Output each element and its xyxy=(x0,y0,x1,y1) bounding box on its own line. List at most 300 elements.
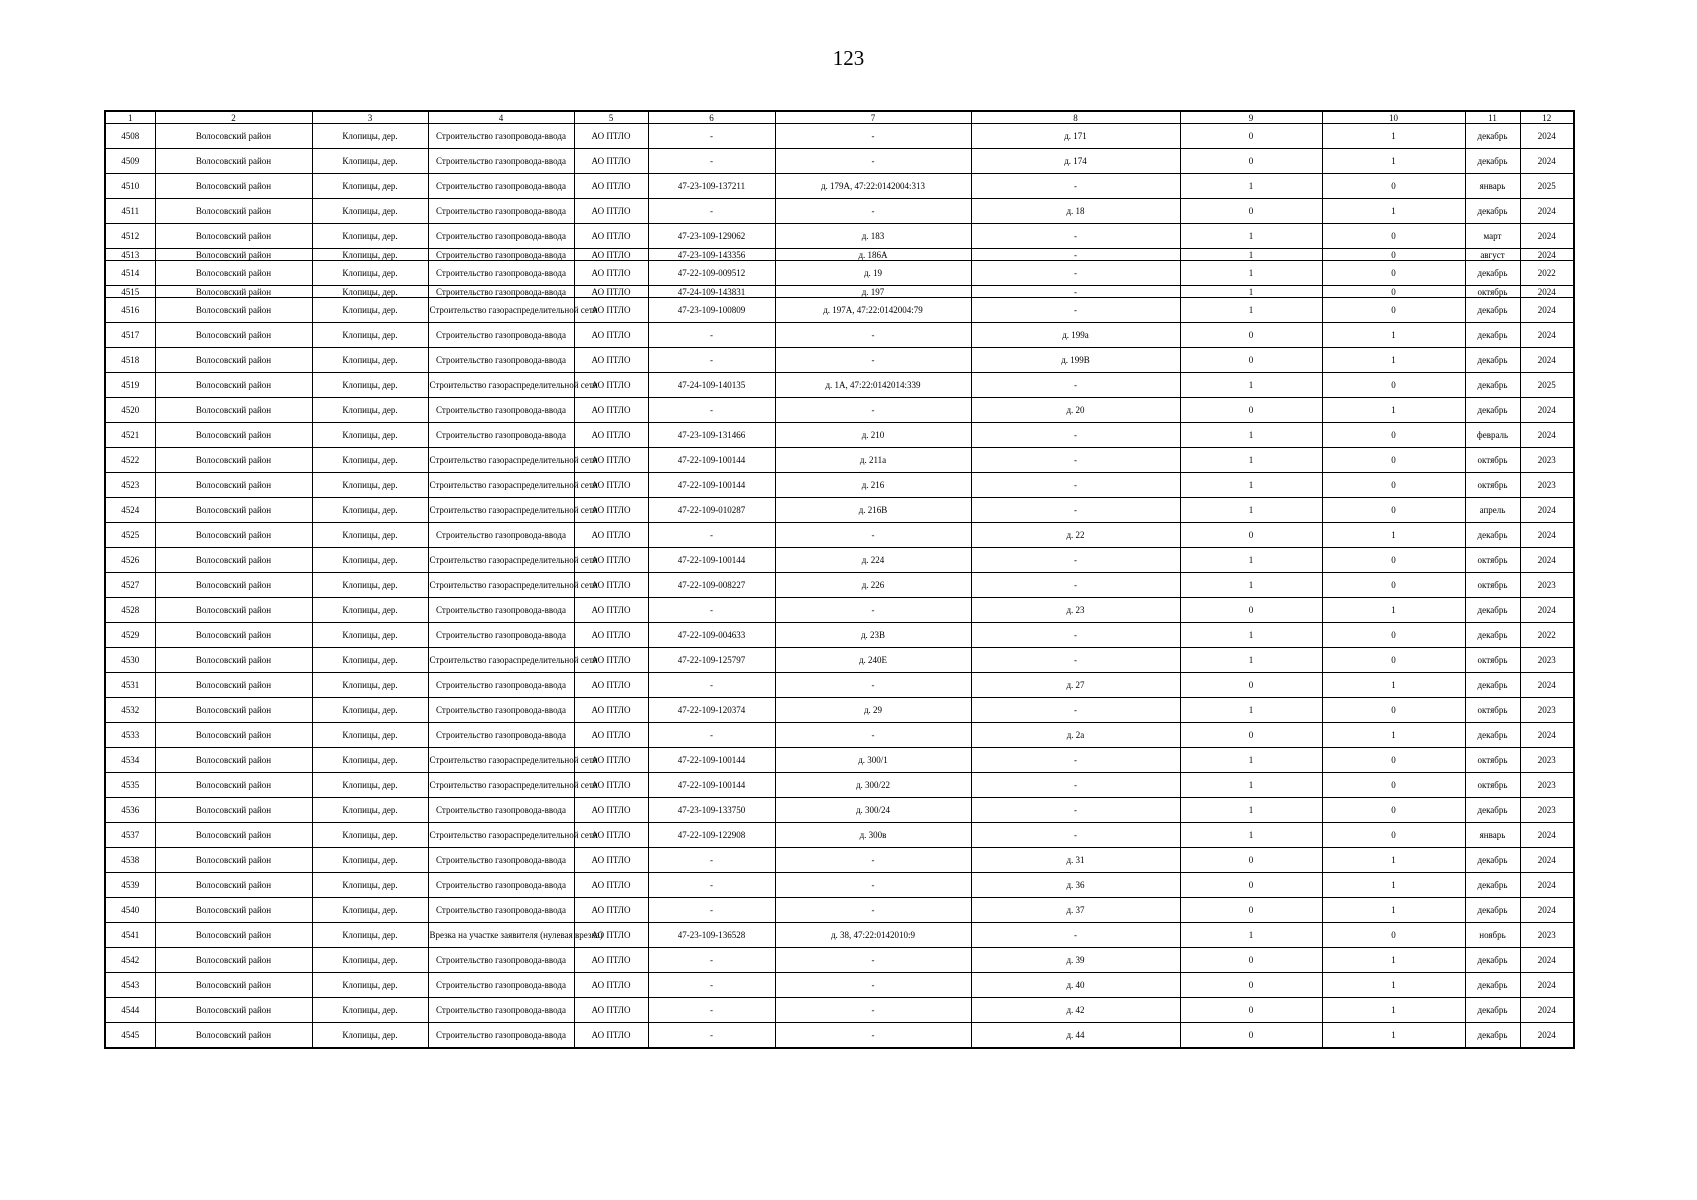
table-cell: - xyxy=(775,199,971,224)
table-cell: Клопицы, дер. xyxy=(312,573,428,598)
table-cell: Строительство газопровода-ввода xyxy=(428,149,574,174)
table-cell: - xyxy=(971,923,1180,948)
table-cell: - xyxy=(971,448,1180,473)
table-cell: 1 xyxy=(1180,473,1322,498)
table-cell: 0 xyxy=(1180,523,1322,548)
table-cell: 1 xyxy=(1322,199,1465,224)
table-cell: - xyxy=(971,473,1180,498)
table-row xyxy=(105,298,1574,323)
table-cell: 4521 xyxy=(105,423,155,448)
table-cell: д. 44 xyxy=(971,1023,1180,1049)
table-cell: 1 xyxy=(1180,174,1322,199)
register-body xyxy=(105,124,1574,1049)
table-cell: Клопицы, дер. xyxy=(312,199,428,224)
table-cell: Клопицы, дер. xyxy=(312,623,428,648)
table-cell: 1 xyxy=(1322,124,1465,149)
table-row xyxy=(105,373,1574,398)
table-cell: Волосовский район xyxy=(155,448,312,473)
column-header: 9 xyxy=(1180,111,1322,124)
table-cell: Врезка на участке заявителя (нулевая врезка) xyxy=(428,923,574,948)
table-cell: д. 2а xyxy=(971,723,1180,748)
table-cell: 4515 xyxy=(105,286,155,298)
table-cell: 2024 xyxy=(1520,498,1574,523)
table-row xyxy=(105,323,1574,348)
table-cell: - xyxy=(775,398,971,423)
table-cell: д. 174 xyxy=(971,149,1180,174)
table-cell: декабрь xyxy=(1465,948,1520,973)
table-row xyxy=(105,149,1574,174)
table-row xyxy=(105,224,1574,249)
table-row xyxy=(105,249,1574,261)
table-cell: - xyxy=(971,286,1180,298)
table-cell: - xyxy=(775,898,971,923)
table-cell: 0 xyxy=(1180,723,1322,748)
table-cell: 47-22-109-100144 xyxy=(648,448,775,473)
table-cell: д. 29 xyxy=(775,698,971,723)
table-cell: 0 xyxy=(1180,398,1322,423)
table-cell: 2025 xyxy=(1520,174,1574,199)
table-cell: - xyxy=(648,398,775,423)
table-cell: 0 xyxy=(1180,873,1322,898)
table-cell: октябрь xyxy=(1465,648,1520,673)
table-cell: д. 300/24 xyxy=(775,798,971,823)
table-cell: 4531 xyxy=(105,673,155,698)
table-cell: Волосовский район xyxy=(155,623,312,648)
table-cell: д. 20 xyxy=(971,398,1180,423)
table-cell: 1 xyxy=(1180,573,1322,598)
table-cell: д. 183 xyxy=(775,224,971,249)
table-cell: 4530 xyxy=(105,648,155,673)
table-cell: Строительство газораспределительной сети xyxy=(428,473,574,498)
table-cell: Строительство газопровода-ввода xyxy=(428,261,574,286)
table-cell: Строительство газопровода-ввода xyxy=(428,523,574,548)
table-cell: 1 xyxy=(1180,923,1322,948)
table-cell: АО ПТЛО xyxy=(574,249,648,261)
table-cell: Клопицы, дер. xyxy=(312,598,428,623)
table-cell: Строительство газопровода-ввода xyxy=(428,998,574,1023)
table-cell: апрель xyxy=(1465,498,1520,523)
table-cell: Строительство газопровода-ввода xyxy=(428,723,574,748)
table-cell: АО ПТЛО xyxy=(574,498,648,523)
table-cell: 4539 xyxy=(105,873,155,898)
table-cell: Клопицы, дер. xyxy=(312,423,428,448)
table-cell: декабрь xyxy=(1465,348,1520,373)
table-cell: 2025 xyxy=(1520,373,1574,398)
table-cell: Волосовский район xyxy=(155,523,312,548)
table-cell: Клопицы, дер. xyxy=(312,873,428,898)
table-cell: Клопицы, дер. xyxy=(312,923,428,948)
table-cell: 1 xyxy=(1322,323,1465,348)
table-cell: Волосовский район xyxy=(155,174,312,199)
table-cell: Клопицы, дер. xyxy=(312,261,428,286)
table-cell: 47-23-109-136528 xyxy=(648,923,775,948)
table-cell: Клопицы, дер. xyxy=(312,348,428,373)
table-cell: 4510 xyxy=(105,174,155,199)
table-cell: Волосовский район xyxy=(155,249,312,261)
table-cell: 4541 xyxy=(105,923,155,948)
table-cell: декабрь xyxy=(1465,998,1520,1023)
table-cell: Волосовский район xyxy=(155,224,312,249)
table-cell: д. 300в xyxy=(775,823,971,848)
table-cell: Волосовский район xyxy=(155,898,312,923)
table-cell: 1 xyxy=(1180,823,1322,848)
table-cell: Строительство газопровода-ввода xyxy=(428,1023,574,1049)
table-cell: 2024 xyxy=(1520,673,1574,698)
table-cell: Клопицы, дер. xyxy=(312,224,428,249)
table-cell: декабрь xyxy=(1465,673,1520,698)
table-cell: АО ПТЛО xyxy=(574,149,648,174)
table-cell: АО ПТЛО xyxy=(574,773,648,798)
table-cell: - xyxy=(971,261,1180,286)
table-cell: Клопицы, дер. xyxy=(312,473,428,498)
table-cell: д. 240Е xyxy=(775,648,971,673)
table-cell: 4528 xyxy=(105,598,155,623)
table-cell: - xyxy=(971,249,1180,261)
table-cell: АО ПТЛО xyxy=(574,673,648,698)
table-cell: 1 xyxy=(1180,249,1322,261)
table-cell: Волосовский район xyxy=(155,298,312,323)
table-cell: АО ПТЛО xyxy=(574,573,648,598)
table-cell: д. 18 xyxy=(971,199,1180,224)
table-cell: Волосовский район xyxy=(155,598,312,623)
table-cell: Клопицы, дер. xyxy=(312,286,428,298)
table-cell: - xyxy=(648,998,775,1023)
table-cell: 47-22-109-010287 xyxy=(648,498,775,523)
table-cell: 0 xyxy=(1180,323,1322,348)
table-cell: Клопицы, дер. xyxy=(312,448,428,473)
table-cell: Строительство газопровода-ввода xyxy=(428,898,574,923)
table-cell: - xyxy=(775,848,971,873)
table-cell: 0 xyxy=(1180,124,1322,149)
table-cell: Волосовский район xyxy=(155,373,312,398)
table-cell: - xyxy=(648,124,775,149)
table-row xyxy=(105,673,1574,698)
table-cell: 0 xyxy=(1322,648,1465,673)
table-row xyxy=(105,723,1574,748)
table-cell: Клопицы, дер. xyxy=(312,848,428,873)
table-cell: Клопицы, дер. xyxy=(312,149,428,174)
table-cell: Волосовский район xyxy=(155,798,312,823)
table-row xyxy=(105,698,1574,723)
table-row xyxy=(105,473,1574,498)
table-cell: 4526 xyxy=(105,548,155,573)
table-cell: АО ПТЛО xyxy=(574,398,648,423)
table-cell: Клопицы, дер. xyxy=(312,973,428,998)
table-cell: - xyxy=(971,498,1180,523)
column-header: 8 xyxy=(971,111,1180,124)
table-cell: 4519 xyxy=(105,373,155,398)
table-cell: 2023 xyxy=(1520,473,1574,498)
table-row xyxy=(105,998,1574,1023)
table-cell: 0 xyxy=(1322,798,1465,823)
table-cell: Клопицы, дер. xyxy=(312,823,428,848)
table-cell: Волосовский район xyxy=(155,149,312,174)
table-cell: 1 xyxy=(1180,498,1322,523)
table-cell: д. 23В xyxy=(775,623,971,648)
table-cell: - xyxy=(971,823,1180,848)
table-cell: 2024 xyxy=(1520,224,1574,249)
table-cell: октябрь xyxy=(1465,548,1520,573)
table-row xyxy=(105,523,1574,548)
table-cell: д. 40 xyxy=(971,973,1180,998)
table-cell: 4543 xyxy=(105,973,155,998)
table-cell: 4523 xyxy=(105,473,155,498)
table-cell: 2024 xyxy=(1520,523,1574,548)
table-cell: Волосовский район xyxy=(155,723,312,748)
table-cell: 1 xyxy=(1180,623,1322,648)
table-cell: 0 xyxy=(1180,598,1322,623)
table-cell: - xyxy=(971,174,1180,199)
table-cell: Строительство газораспределительной сети xyxy=(428,573,574,598)
table-cell: 1 xyxy=(1180,773,1322,798)
table-cell: 0 xyxy=(1180,348,1322,373)
table-cell: Волосовский район xyxy=(155,548,312,573)
table-cell: 4542 xyxy=(105,948,155,973)
table-cell: 0 xyxy=(1322,224,1465,249)
table-cell: 47-22-109-122908 xyxy=(648,823,775,848)
table-cell: Волосовский район xyxy=(155,673,312,698)
table-cell: - xyxy=(648,348,775,373)
table-cell: Строительство газораспределительной сети xyxy=(428,748,574,773)
column-header: 10 xyxy=(1322,111,1465,124)
table-cell: Клопицы, дер. xyxy=(312,398,428,423)
table-cell: Волосовский район xyxy=(155,973,312,998)
table-cell: Клопицы, дер. xyxy=(312,673,428,698)
table-cell: - xyxy=(648,848,775,873)
table-cell: ноябрь xyxy=(1465,923,1520,948)
table-cell: - xyxy=(775,323,971,348)
table-row xyxy=(105,898,1574,923)
table-cell: д. 27 xyxy=(971,673,1180,698)
table-row xyxy=(105,923,1574,948)
table-cell: 2024 xyxy=(1520,848,1574,873)
table-cell: д. 31 xyxy=(971,848,1180,873)
table-cell: 4527 xyxy=(105,573,155,598)
table-cell: Волосовский район xyxy=(155,848,312,873)
table-cell: Клопицы, дер. xyxy=(312,773,428,798)
table-cell: - xyxy=(648,199,775,224)
table-cell: - xyxy=(648,323,775,348)
table-cell: 2024 xyxy=(1520,286,1574,298)
column-header: 1 xyxy=(105,111,155,124)
table-cell: Строительство газораспределительной сети xyxy=(428,823,574,848)
table-cell: 4534 xyxy=(105,748,155,773)
table-cell: Строительство газопровода-ввода xyxy=(428,398,574,423)
table-cell: - xyxy=(648,948,775,973)
table-cell: д. 210 xyxy=(775,423,971,448)
table-cell: 2023 xyxy=(1520,748,1574,773)
table-cell: АО ПТЛО xyxy=(574,423,648,448)
table-cell: АО ПТЛО xyxy=(574,373,648,398)
table-cell: Клопицы, дер. xyxy=(312,373,428,398)
table-cell: декабрь xyxy=(1465,598,1520,623)
table-cell: Клопицы, дер. xyxy=(312,323,428,348)
table-cell: Строительство газопровода-ввода xyxy=(428,199,574,224)
table-cell: 2024 xyxy=(1520,723,1574,748)
table-cell: Клопицы, дер. xyxy=(312,798,428,823)
table-cell: 4512 xyxy=(105,224,155,249)
table-row xyxy=(105,124,1574,149)
table-cell: 47-24-109-143831 xyxy=(648,286,775,298)
table-cell: 0 xyxy=(1180,898,1322,923)
table-cell: - xyxy=(971,373,1180,398)
table-cell: 47-24-109-140135 xyxy=(648,373,775,398)
table-cell: 0 xyxy=(1322,261,1465,286)
table-row xyxy=(105,448,1574,473)
table-cell: 4509 xyxy=(105,149,155,174)
table-cell: АО ПТЛО xyxy=(574,286,648,298)
table-cell: 0 xyxy=(1322,423,1465,448)
table-cell: - xyxy=(971,748,1180,773)
table-cell: 1 xyxy=(1322,973,1465,998)
table-cell: 2024 xyxy=(1520,348,1574,373)
table-cell: Строительство газопровода-ввода xyxy=(428,623,574,648)
table-cell: 1 xyxy=(1180,224,1322,249)
table-cell: - xyxy=(648,973,775,998)
table-row xyxy=(105,286,1574,298)
table-cell: 4544 xyxy=(105,998,155,1023)
table-cell: 0 xyxy=(1322,548,1465,573)
table-cell: 4514 xyxy=(105,261,155,286)
table-cell: 1 xyxy=(1322,1023,1465,1049)
table-cell: д. 22 xyxy=(971,523,1180,548)
table-cell: д. 37 xyxy=(971,898,1180,923)
table-cell: Клопицы, дер. xyxy=(312,898,428,923)
table-cell: АО ПТЛО xyxy=(574,923,648,948)
table-cell: Клопицы, дер. xyxy=(312,124,428,149)
table-row xyxy=(105,199,1574,224)
table-cell: 1 xyxy=(1322,848,1465,873)
table-cell: 2024 xyxy=(1520,249,1574,261)
table-cell: - xyxy=(775,973,971,998)
table-cell: декабрь xyxy=(1465,149,1520,174)
table-row xyxy=(105,423,1574,448)
table-cell: Клопицы, дер. xyxy=(312,498,428,523)
table-row xyxy=(105,398,1574,423)
table-cell: - xyxy=(775,873,971,898)
table-cell: 0 xyxy=(1322,473,1465,498)
table-cell: 2024 xyxy=(1520,423,1574,448)
table-cell: 4513 xyxy=(105,249,155,261)
table-cell: октябрь xyxy=(1465,573,1520,598)
table-cell: 4538 xyxy=(105,848,155,873)
table-row xyxy=(105,748,1574,773)
table-cell: декабрь xyxy=(1465,398,1520,423)
table-cell: 0 xyxy=(1322,773,1465,798)
table-cell: Клопицы, дер. xyxy=(312,948,428,973)
table-cell: Строительство газопровода-ввода xyxy=(428,973,574,998)
table-cell: 0 xyxy=(1322,623,1465,648)
table-cell: д. 19 xyxy=(775,261,971,286)
column-header: 12 xyxy=(1520,111,1574,124)
table-cell: декабрь xyxy=(1465,1023,1520,1049)
table-cell: 4535 xyxy=(105,773,155,798)
table-cell: 1 xyxy=(1180,261,1322,286)
table-cell: 2022 xyxy=(1520,623,1574,648)
table-cell: Строительство газопровода-ввода xyxy=(428,124,574,149)
table-cell: февраль xyxy=(1465,423,1520,448)
table-cell: 47-22-109-100144 xyxy=(648,473,775,498)
table-cell: 2024 xyxy=(1520,124,1574,149)
table-row xyxy=(105,798,1574,823)
table-cell: 2023 xyxy=(1520,448,1574,473)
table-cell: - xyxy=(971,548,1180,573)
table-cell: 4522 xyxy=(105,448,155,473)
table-cell: Строительство газопровода-ввода xyxy=(428,423,574,448)
table-row xyxy=(105,948,1574,973)
table-cell: декабрь xyxy=(1465,261,1520,286)
table-cell: Волосовский район xyxy=(155,286,312,298)
table-cell: - xyxy=(971,224,1180,249)
table-cell: 0 xyxy=(1322,698,1465,723)
table-cell: Строительство газопровода-ввода xyxy=(428,698,574,723)
table-cell: д. 300/1 xyxy=(775,748,971,773)
table-cell: 1 xyxy=(1322,149,1465,174)
column-header: 7 xyxy=(775,111,971,124)
table-cell: 47-23-109-137211 xyxy=(648,174,775,199)
table-cell: 47-22-109-100144 xyxy=(648,548,775,573)
table-cell: 4525 xyxy=(105,523,155,548)
table-cell: Строительство газораспределительной сети xyxy=(428,298,574,323)
table-cell: Клопицы, дер. xyxy=(312,998,428,1023)
table-cell: декабрь xyxy=(1465,323,1520,348)
table-cell: 4508 xyxy=(105,124,155,149)
table-cell: д. 216 xyxy=(775,473,971,498)
table-cell: Строительство газопровода-ввода xyxy=(428,948,574,973)
table-row xyxy=(105,348,1574,373)
table-cell: - xyxy=(775,948,971,973)
table-cell: АО ПТЛО xyxy=(574,298,648,323)
table-cell: - xyxy=(971,423,1180,448)
table-cell: 4533 xyxy=(105,723,155,748)
table-cell: Волосовский район xyxy=(155,648,312,673)
table-cell: АО ПТЛО xyxy=(574,124,648,149)
table-cell: 2024 xyxy=(1520,998,1574,1023)
table-cell: Волосовский район xyxy=(155,323,312,348)
table-cell: 4540 xyxy=(105,898,155,923)
table-cell: д. 179А, 47:22:0142004:313 xyxy=(775,174,971,199)
table-cell: - xyxy=(648,673,775,698)
table-cell: 1 xyxy=(1180,648,1322,673)
table-cell: Строительство газораспределительной сети xyxy=(428,373,574,398)
table-cell: д. 199а xyxy=(971,323,1180,348)
table-cell: 0 xyxy=(1180,973,1322,998)
table-cell: АО ПТЛО xyxy=(574,898,648,923)
table-cell: 2024 xyxy=(1520,398,1574,423)
table-cell: декабрь xyxy=(1465,723,1520,748)
column-header: 6 xyxy=(648,111,775,124)
table-row xyxy=(105,848,1574,873)
table-cell: 0 xyxy=(1180,998,1322,1023)
table-cell: декабрь xyxy=(1465,898,1520,923)
table-cell: Строительство газораспределительной сети xyxy=(428,548,574,573)
table-cell: АО ПТЛО xyxy=(574,973,648,998)
table-cell: 4545 xyxy=(105,1023,155,1049)
table-cell: АО ПТЛО xyxy=(574,261,648,286)
table-cell: - xyxy=(775,598,971,623)
table-cell: Волосовский район xyxy=(155,348,312,373)
table-cell: декабрь xyxy=(1465,373,1520,398)
table-cell: декабрь xyxy=(1465,973,1520,998)
table-cell: Строительство газопровода-ввода xyxy=(428,286,574,298)
table-cell: 0 xyxy=(1322,573,1465,598)
table-cell: 0 xyxy=(1180,199,1322,224)
table-cell: - xyxy=(648,523,775,548)
table-cell: 1 xyxy=(1180,423,1322,448)
table-row xyxy=(105,623,1574,648)
table-cell: АО ПТЛО xyxy=(574,798,648,823)
table-cell: 0 xyxy=(1180,948,1322,973)
